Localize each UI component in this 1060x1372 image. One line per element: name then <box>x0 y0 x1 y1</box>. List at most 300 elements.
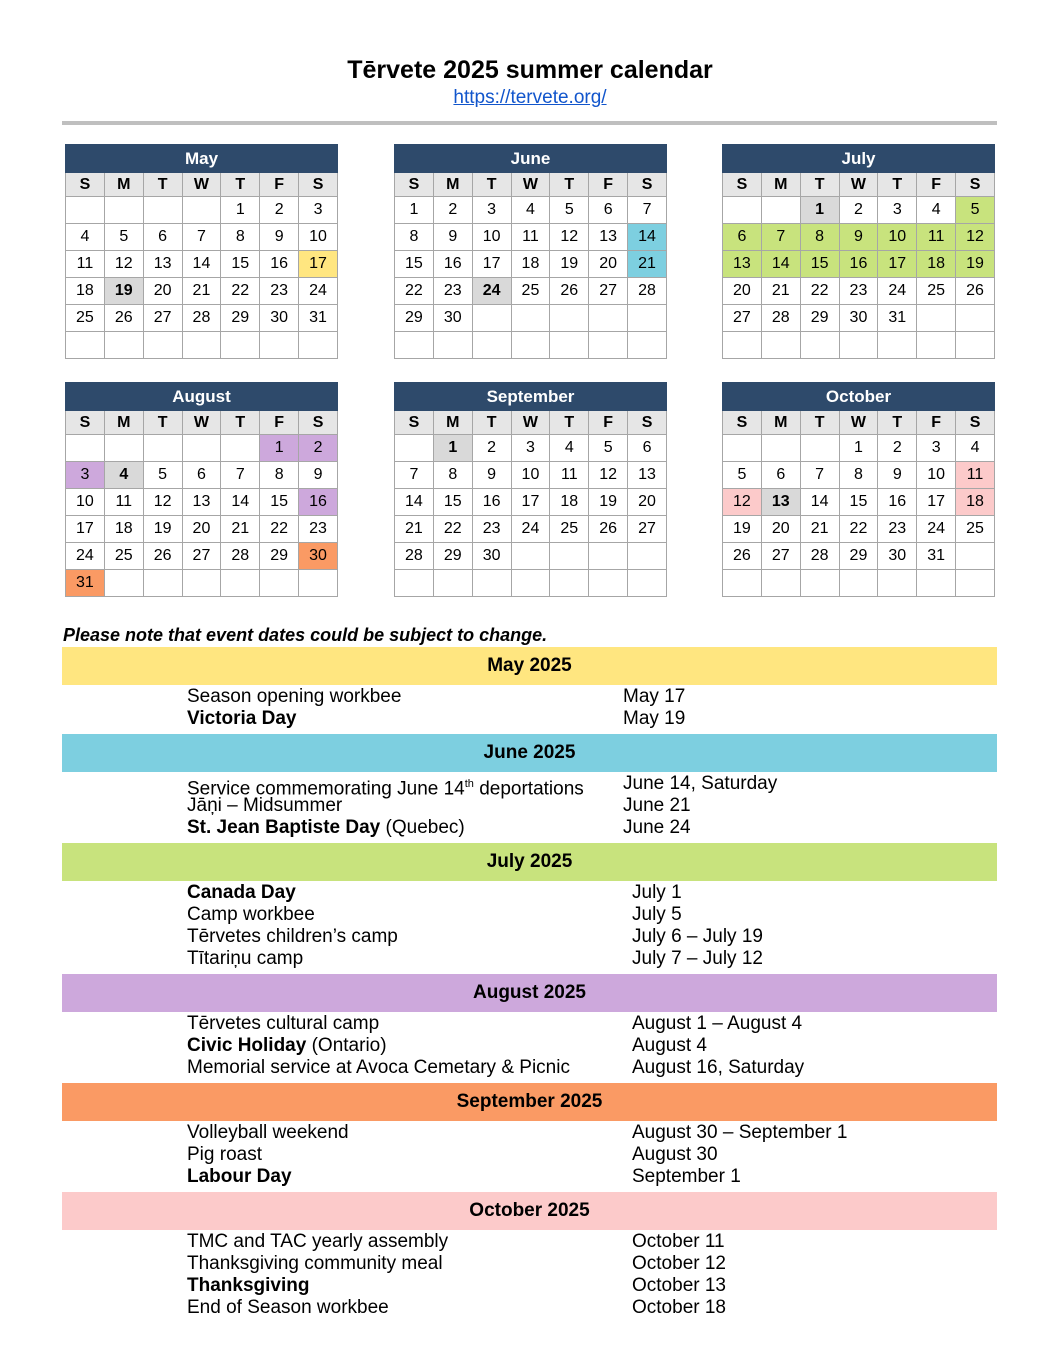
day-cell: 18 <box>550 489 589 516</box>
day-cell: 8 <box>260 462 299 489</box>
event-name: Thanksgiving <box>187 1275 310 1296</box>
month-name: June <box>395 145 667 173</box>
weekday-header: S <box>723 411 762 435</box>
empty-cell <box>395 570 434 597</box>
empty-cell <box>260 570 299 597</box>
day-cell: 9 <box>472 462 511 489</box>
day-cell: 20 <box>589 251 628 278</box>
empty-cell <box>472 305 511 332</box>
event-date: September 1 <box>632 1166 741 1187</box>
day-cell: 30 <box>472 543 511 570</box>
day-cell: 12 <box>956 224 995 251</box>
day-cell: 6 <box>761 462 800 489</box>
day-cell: 26 <box>550 278 589 305</box>
change-notice: Please note that event dates could be subject to change. <box>63 625 548 645</box>
empty-cell <box>66 332 105 359</box>
events-list <box>62 647 997 1323</box>
day-cell: 24 <box>917 516 956 543</box>
day-cell: 27 <box>182 543 221 570</box>
empty-cell <box>221 570 260 597</box>
empty-cell <box>221 332 260 359</box>
event-name: Civic Holiday (Ontario) <box>187 1035 387 1056</box>
day-cell: 5 <box>956 197 995 224</box>
day-cell: 17 <box>917 489 956 516</box>
day-cell: 3 <box>66 462 105 489</box>
day-cell: 10 <box>878 224 917 251</box>
event-name: Camp workbee <box>187 904 315 925</box>
empty-cell <box>800 435 839 462</box>
day-cell: 2 <box>839 197 878 224</box>
day-cell: 8 <box>395 224 434 251</box>
empty-cell <box>839 570 878 597</box>
day-cell: 15 <box>800 251 839 278</box>
weekday-header: T <box>472 173 511 197</box>
event-section <box>62 1192 997 1323</box>
weekday-header: T <box>472 411 511 435</box>
day-cell: 14 <box>182 251 221 278</box>
event-row <box>62 904 997 926</box>
day-cell: 26 <box>589 516 628 543</box>
day-cell: 30 <box>839 305 878 332</box>
day-cell: 14 <box>628 224 667 251</box>
day-cell: 27 <box>761 543 800 570</box>
day-cell: 1 <box>839 435 878 462</box>
day-cell: 30 <box>260 305 299 332</box>
day-cell: 11 <box>511 224 550 251</box>
empty-cell <box>472 332 511 359</box>
day-cell: 6 <box>143 224 182 251</box>
event-date: June 14, Saturday <box>623 773 778 794</box>
day-cell: 5 <box>723 462 762 489</box>
weekday-header: S <box>395 411 434 435</box>
day-cell: 25 <box>956 516 995 543</box>
event-date: June 21 <box>623 795 691 816</box>
empty-cell <box>550 570 589 597</box>
day-cell: 3 <box>511 435 550 462</box>
event-row <box>62 773 997 800</box>
empty-cell <box>761 570 800 597</box>
empty-cell <box>761 197 800 224</box>
month-calendar-may <box>65 144 338 359</box>
weekday-header: F <box>589 411 628 435</box>
weekday-header: W <box>839 173 878 197</box>
weekday-header: T <box>550 173 589 197</box>
month-name: August <box>66 383 338 411</box>
day-cell: 1 <box>260 435 299 462</box>
event-name: Canada Day <box>187 882 296 903</box>
month-name: September <box>395 383 667 411</box>
empty-cell <box>143 332 182 359</box>
day-cell: 19 <box>956 251 995 278</box>
section-header: September 2025 <box>62 1083 997 1121</box>
weekday-header: W <box>839 411 878 435</box>
empty-cell <box>723 332 762 359</box>
weekday-header: T <box>800 411 839 435</box>
day-cell: 9 <box>878 462 917 489</box>
day-cell: 16 <box>472 489 511 516</box>
empty-cell <box>956 543 995 570</box>
day-cell: 7 <box>628 197 667 224</box>
event-row <box>62 686 997 708</box>
day-cell: 3 <box>299 197 338 224</box>
empty-cell <box>761 332 800 359</box>
event-date: July 7 – July 12 <box>632 948 763 969</box>
section-header: June 2025 <box>62 734 997 772</box>
day-cell: 30 <box>878 543 917 570</box>
empty-cell <box>589 543 628 570</box>
day-cell: 28 <box>761 305 800 332</box>
weekday-header: W <box>182 411 221 435</box>
day-cell: 23 <box>433 278 472 305</box>
day-cell: 1 <box>433 435 472 462</box>
day-cell: 15 <box>260 489 299 516</box>
empty-cell <box>433 570 472 597</box>
day-cell: 5 <box>143 462 182 489</box>
day-cell: 29 <box>260 543 299 570</box>
event-row <box>62 1297 997 1319</box>
day-cell: 11 <box>550 462 589 489</box>
day-cell: 6 <box>628 435 667 462</box>
day-cell: 13 <box>589 224 628 251</box>
day-cell: 26 <box>143 543 182 570</box>
day-cell: 30 <box>299 543 338 570</box>
day-cell: 28 <box>800 543 839 570</box>
day-cell: 31 <box>917 543 956 570</box>
empty-cell <box>628 543 667 570</box>
empty-cell <box>143 435 182 462</box>
event-name: End of Season workbee <box>187 1297 389 1318</box>
event-row <box>62 1122 997 1144</box>
event-date: July 5 <box>632 904 682 925</box>
day-cell: 29 <box>800 305 839 332</box>
event-row <box>62 882 997 904</box>
empty-cell <box>550 305 589 332</box>
event-name: TMC and TAC yearly assembly <box>187 1231 449 1252</box>
divider <box>62 121 997 125</box>
weekday-header: S <box>299 173 338 197</box>
empty-cell <box>182 570 221 597</box>
section-header: July 2025 <box>62 843 997 881</box>
day-cell: 22 <box>839 516 878 543</box>
weekday-header: S <box>723 173 762 197</box>
day-cell: 21 <box>221 516 260 543</box>
weekday-header: F <box>260 411 299 435</box>
weekday-header: S <box>628 411 667 435</box>
empty-cell <box>511 570 550 597</box>
weekday-header: T <box>800 173 839 197</box>
day-cell: 9 <box>260 224 299 251</box>
empty-cell <box>956 332 995 359</box>
day-cell: 13 <box>143 251 182 278</box>
weekday-header: W <box>511 173 550 197</box>
empty-cell <box>143 197 182 224</box>
day-cell: 9 <box>839 224 878 251</box>
empty-cell <box>260 332 299 359</box>
day-cell: 22 <box>395 278 434 305</box>
day-cell: 24 <box>66 543 105 570</box>
empty-cell <box>628 570 667 597</box>
weekday-header: F <box>589 173 628 197</box>
page-title: Tērvete 2025 summer calendar <box>347 56 713 84</box>
empty-cell <box>395 435 434 462</box>
empty-cell <box>66 197 105 224</box>
day-cell: 24 <box>472 278 511 305</box>
empty-cell <box>878 332 917 359</box>
empty-cell <box>221 435 260 462</box>
event-name: Tītariņu camp <box>187 948 304 969</box>
day-cell: 15 <box>221 251 260 278</box>
day-cell: 5 <box>589 435 628 462</box>
day-cell: 27 <box>723 305 762 332</box>
day-cell: 2 <box>472 435 511 462</box>
day-cell: 15 <box>839 489 878 516</box>
day-cell: 18 <box>66 278 105 305</box>
day-cell: 3 <box>878 197 917 224</box>
weekday-header: T <box>143 173 182 197</box>
day-cell: 13 <box>182 489 221 516</box>
day-cell: 25 <box>66 305 105 332</box>
day-cell: 6 <box>589 197 628 224</box>
day-cell: 20 <box>761 516 800 543</box>
day-cell: 1 <box>221 197 260 224</box>
day-cell: 28 <box>628 278 667 305</box>
empty-cell <box>182 197 221 224</box>
day-cell: 19 <box>723 516 762 543</box>
event-date: June 24 <box>623 817 691 838</box>
weekday-header: W <box>182 173 221 197</box>
day-cell: 4 <box>66 224 105 251</box>
event-row <box>62 1275 997 1297</box>
day-cell: 18 <box>104 516 143 543</box>
day-cell: 2 <box>299 435 338 462</box>
day-cell: 29 <box>433 543 472 570</box>
day-cell: 23 <box>839 278 878 305</box>
day-cell: 22 <box>260 516 299 543</box>
month-name: October <box>723 383 995 411</box>
day-cell: 19 <box>143 516 182 543</box>
empty-cell <box>433 332 472 359</box>
day-cell: 5 <box>104 224 143 251</box>
weekday-header: M <box>761 173 800 197</box>
day-cell: 11 <box>66 251 105 278</box>
day-cell: 7 <box>761 224 800 251</box>
day-cell: 4 <box>917 197 956 224</box>
empty-cell <box>66 435 105 462</box>
empty-cell <box>589 570 628 597</box>
event-date: October 13 <box>632 1275 726 1296</box>
event-row <box>62 795 997 817</box>
event-date: August 30 <box>632 1144 718 1165</box>
day-cell: 20 <box>628 489 667 516</box>
day-cell: 27 <box>589 278 628 305</box>
day-cell: 3 <box>917 435 956 462</box>
day-cell: 22 <box>433 516 472 543</box>
event-name: Victoria Day <box>187 708 297 729</box>
empty-cell <box>104 197 143 224</box>
empty-cell <box>472 570 511 597</box>
empty-cell <box>800 570 839 597</box>
day-cell: 19 <box>550 251 589 278</box>
day-cell: 4 <box>104 462 143 489</box>
weekday-header: T <box>221 411 260 435</box>
weekday-header: F <box>917 173 956 197</box>
day-cell: 8 <box>800 224 839 251</box>
day-cell: 21 <box>628 251 667 278</box>
day-cell: 24 <box>878 278 917 305</box>
event-name: Pig roast <box>187 1144 262 1165</box>
day-cell: 17 <box>511 489 550 516</box>
day-cell: 23 <box>260 278 299 305</box>
empty-cell <box>299 332 338 359</box>
day-cell: 14 <box>395 489 434 516</box>
empty-cell <box>956 570 995 597</box>
empty-cell <box>299 570 338 597</box>
day-cell: 2 <box>878 435 917 462</box>
day-cell: 3 <box>472 197 511 224</box>
empty-cell <box>589 332 628 359</box>
empty-cell <box>550 543 589 570</box>
event-date: May 19 <box>623 708 686 729</box>
empty-cell <box>143 570 182 597</box>
day-cell: 20 <box>143 278 182 305</box>
month-calendar-september <box>394 382 667 597</box>
website-link[interactable]: https://tervete.org/ <box>453 87 607 108</box>
event-name: Thanksgiving community meal <box>187 1253 443 1274</box>
weekday-header: S <box>66 411 105 435</box>
day-cell: 10 <box>917 462 956 489</box>
day-cell: 26 <box>104 305 143 332</box>
day-cell: 10 <box>472 224 511 251</box>
event-row <box>62 1144 997 1166</box>
empty-cell <box>104 332 143 359</box>
day-cell: 12 <box>143 489 182 516</box>
event-date: August 1 – August 4 <box>632 1013 803 1034</box>
day-cell: 16 <box>299 489 338 516</box>
empty-cell <box>878 570 917 597</box>
day-cell: 29 <box>839 543 878 570</box>
day-cell: 27 <box>628 516 667 543</box>
day-cell: 20 <box>723 278 762 305</box>
day-cell: 25 <box>511 278 550 305</box>
weekday-header: T <box>878 173 917 197</box>
day-cell: 25 <box>104 543 143 570</box>
weekday-header: S <box>628 173 667 197</box>
weekday-header: M <box>761 411 800 435</box>
day-cell: 16 <box>260 251 299 278</box>
weekday-header: T <box>878 411 917 435</box>
event-name: Service commemorating June 14th deportations <box>187 778 584 800</box>
day-cell: 22 <box>800 278 839 305</box>
day-cell: 5 <box>550 197 589 224</box>
day-cell: 31 <box>299 305 338 332</box>
event-row <box>62 817 997 839</box>
day-cell: 11 <box>917 224 956 251</box>
event-name: Season opening workbee <box>187 686 402 707</box>
event-name: St. Jean Baptiste Day (Quebec) <box>187 817 465 838</box>
event-name: Tērvetes children’s camp <box>187 926 398 947</box>
day-cell: 15 <box>433 489 472 516</box>
event-row <box>62 1231 997 1253</box>
day-cell: 10 <box>299 224 338 251</box>
day-cell: 22 <box>221 278 260 305</box>
empty-cell <box>800 332 839 359</box>
event-date: July 1 <box>632 882 682 903</box>
month-name: July <box>723 145 995 173</box>
day-cell: 30 <box>433 305 472 332</box>
day-cell: 11 <box>104 489 143 516</box>
day-cell: 2 <box>433 197 472 224</box>
event-row <box>62 1253 997 1275</box>
event-section <box>62 1083 997 1192</box>
weekday-header: W <box>511 411 550 435</box>
day-cell: 2 <box>260 197 299 224</box>
month-calendar-august <box>65 382 338 597</box>
event-date: July 6 – July 19 <box>632 926 763 947</box>
day-cell: 25 <box>550 516 589 543</box>
day-cell: 29 <box>221 305 260 332</box>
weekday-header: T <box>143 411 182 435</box>
day-cell: 26 <box>723 543 762 570</box>
weekday-header: M <box>104 173 143 197</box>
weekday-header: S <box>299 411 338 435</box>
empty-cell <box>839 332 878 359</box>
weekday-header: T <box>221 173 260 197</box>
day-cell: 13 <box>761 489 800 516</box>
event-date: August 4 <box>632 1035 707 1056</box>
event-date: October 12 <box>632 1253 726 1274</box>
event-section <box>62 843 997 974</box>
event-date: August 30 – September 1 <box>632 1122 848 1143</box>
event-name: Tērvetes cultural camp <box>187 1013 380 1034</box>
day-cell: 13 <box>723 251 762 278</box>
empty-cell <box>589 305 628 332</box>
event-row <box>62 1057 997 1079</box>
weekday-header: S <box>66 173 105 197</box>
day-cell: 17 <box>66 516 105 543</box>
section-header: August 2025 <box>62 974 997 1012</box>
weekday-header: T <box>550 411 589 435</box>
section-header: October 2025 <box>62 1192 997 1230</box>
day-cell: 7 <box>221 462 260 489</box>
day-cell: 28 <box>221 543 260 570</box>
empty-cell <box>104 435 143 462</box>
day-cell: 27 <box>143 305 182 332</box>
day-cell: 4 <box>511 197 550 224</box>
day-cell: 8 <box>433 462 472 489</box>
month-calendar-july <box>722 144 995 359</box>
empty-cell <box>628 332 667 359</box>
event-date: October 11 <box>632 1231 725 1252</box>
day-cell: 26 <box>956 278 995 305</box>
weekday-header: S <box>956 173 995 197</box>
empty-cell <box>550 332 589 359</box>
section-header: May 2025 <box>62 647 997 685</box>
day-cell: 15 <box>395 251 434 278</box>
day-cell: 16 <box>433 251 472 278</box>
day-cell: 19 <box>589 489 628 516</box>
day-cell: 12 <box>723 489 762 516</box>
day-cell: 21 <box>800 516 839 543</box>
month-name: May <box>66 145 338 173</box>
day-cell: 6 <box>182 462 221 489</box>
event-row <box>62 926 997 948</box>
event-row <box>62 1166 997 1188</box>
weekday-header: M <box>104 411 143 435</box>
day-cell: 17 <box>878 251 917 278</box>
day-cell: 14 <box>800 489 839 516</box>
day-cell: 9 <box>433 224 472 251</box>
empty-cell <box>511 305 550 332</box>
